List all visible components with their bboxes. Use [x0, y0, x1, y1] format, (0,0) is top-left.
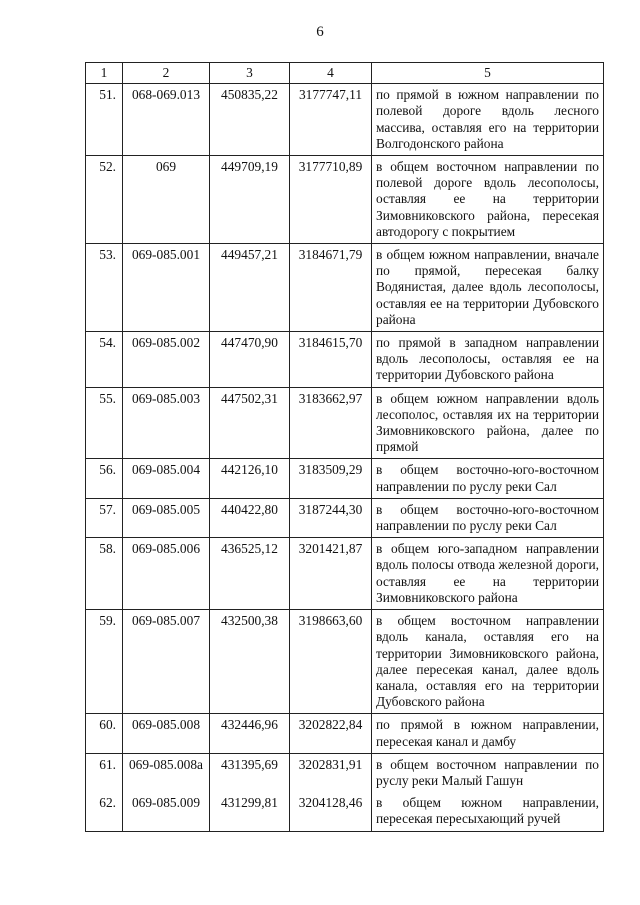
header-col-5: 5 — [372, 63, 604, 84]
table-row — [86, 538, 604, 610]
point-code: 069-085.001 — [123, 244, 210, 332]
boundary-description: в общем восточном направлении по полевой дороге вдоль лесополосы, оставляя ее на территории Зимовниковского района, пересекая автодорогу с покрытием — [372, 156, 604, 244]
boundary-points-table — [85, 62, 604, 832]
header-col-2: 2 — [123, 63, 210, 84]
coord-y: 3198663,60 — [290, 610, 372, 714]
boundary-description: в общем восточном направлении по руслу реки Малый Гашун — [372, 753, 604, 792]
header-col-3: 3 — [210, 63, 290, 84]
point-code: 069-085.009 — [123, 792, 210, 831]
point-code: 069 — [123, 156, 210, 244]
coord-y: 3201421,87 — [290, 538, 372, 610]
coord-x: 432446,96 — [210, 714, 290, 753]
point-code: 069-085.007 — [123, 610, 210, 714]
boundary-description: в общем восточном направлении вдоль канала, оставляя его на территории Зимовниковского района, далее пересекая канал, далее вдоль канала, оставляя его на территории Дубовского района — [372, 610, 604, 714]
coord-x: 449457,21 — [210, 244, 290, 332]
boundary-description: в общем восточно-юго-восточном направлении по руслу реки Сал — [372, 459, 604, 498]
row-number: 58. — [86, 538, 123, 610]
table-row — [86, 84, 604, 156]
table-row — [86, 714, 604, 753]
header-col-4: 4 — [290, 63, 372, 84]
boundary-description: в общем южном направлении, вначале по прямой, пересекая балку Водянистая, далее вдоль лесополосы, оставляя ее на территории Дубовского района — [372, 244, 604, 332]
row-number: 56. — [86, 459, 123, 498]
boundary-description: в общем южном направлении, пересекая пересыхающий ручей — [372, 792, 604, 831]
coord-y: 3183509,29 — [290, 459, 372, 498]
point-code: 069-085.008 — [123, 714, 210, 753]
boundary-description: в общем южном направлении вдоль лесополос, оставляя их на территории Зимовниковского района, далее по прямой — [372, 387, 604, 459]
coord-x: 442126,10 — [210, 459, 290, 498]
coord-x: 432500,38 — [210, 610, 290, 714]
table-row — [86, 244, 604, 332]
coord-y: 3184615,70 — [290, 332, 372, 388]
row-number: 62. — [86, 792, 123, 831]
table-row — [86, 156, 604, 244]
point-code: 069-085.002 — [123, 332, 210, 388]
table-row — [86, 498, 604, 537]
coord-x: 450835,22 — [210, 84, 290, 156]
boundary-description: в общем юго-западном направлении вдоль полосы отвода железной дороги, оставляя ее на территории Зимовниковского района — [372, 538, 604, 610]
coord-y: 3204128,46 — [290, 792, 372, 831]
table-header-row — [86, 63, 604, 84]
boundary-description: по прямой в южном направлении по полевой дороге вдоль лесного массива, оставляя его на территории Волгодонского района — [372, 84, 604, 156]
coord-x: 431299,81 — [210, 792, 290, 831]
page-number: 6 — [316, 24, 324, 40]
row-number: 54. — [86, 332, 123, 388]
row-number: 61. — [86, 753, 123, 792]
coord-x: 440422,80 — [210, 498, 290, 537]
coord-x: 449709,19 — [210, 156, 290, 244]
row-number: 53. — [86, 244, 123, 332]
coord-x: 431395,69 — [210, 753, 290, 792]
header-col-1: 1 — [86, 63, 123, 84]
coord-y: 3177747,11 — [290, 84, 372, 156]
table-row — [86, 332, 604, 388]
coord-y: 3184671,79 — [290, 244, 372, 332]
boundary-description: по прямой в западном направлении вдоль лесополосы, оставляя ее на территории Дубовского района — [372, 332, 604, 388]
coord-x: 447502,31 — [210, 387, 290, 459]
point-code: 069-085.006 — [123, 538, 210, 610]
coord-x: 447470,90 — [210, 332, 290, 388]
point-code: 068-069.013 — [123, 84, 210, 156]
table-row — [86, 792, 604, 831]
coord-y: 3177710,89 — [290, 156, 372, 244]
coord-y: 3183662,97 — [290, 387, 372, 459]
row-number: 59. — [86, 610, 123, 714]
table-row — [86, 459, 604, 498]
boundary-description: в общем восточно-юго-восточном направлении по руслу реки Сал — [372, 498, 604, 537]
coord-y: 3202831,91 — [290, 753, 372, 792]
row-number: 57. — [86, 498, 123, 537]
point-code: 069-085.008а — [123, 753, 210, 792]
coord-x: 436525,12 — [210, 538, 290, 610]
row-number: 55. — [86, 387, 123, 459]
row-number: 52. — [86, 156, 123, 244]
table-row — [86, 753, 604, 792]
row-number: 51. — [86, 84, 123, 156]
row-number: 60. — [86, 714, 123, 753]
point-code: 069-085.003 — [123, 387, 210, 459]
table-row — [86, 610, 604, 714]
coord-y: 3187244,30 — [290, 498, 372, 537]
boundary-description: по прямой в южном направлении, пересекая канал и дамбу — [372, 714, 604, 753]
point-code: 069-085.004 — [123, 459, 210, 498]
coord-y: 3202822,84 — [290, 714, 372, 753]
point-code: 069-085.005 — [123, 498, 210, 537]
table-row — [86, 387, 604, 459]
